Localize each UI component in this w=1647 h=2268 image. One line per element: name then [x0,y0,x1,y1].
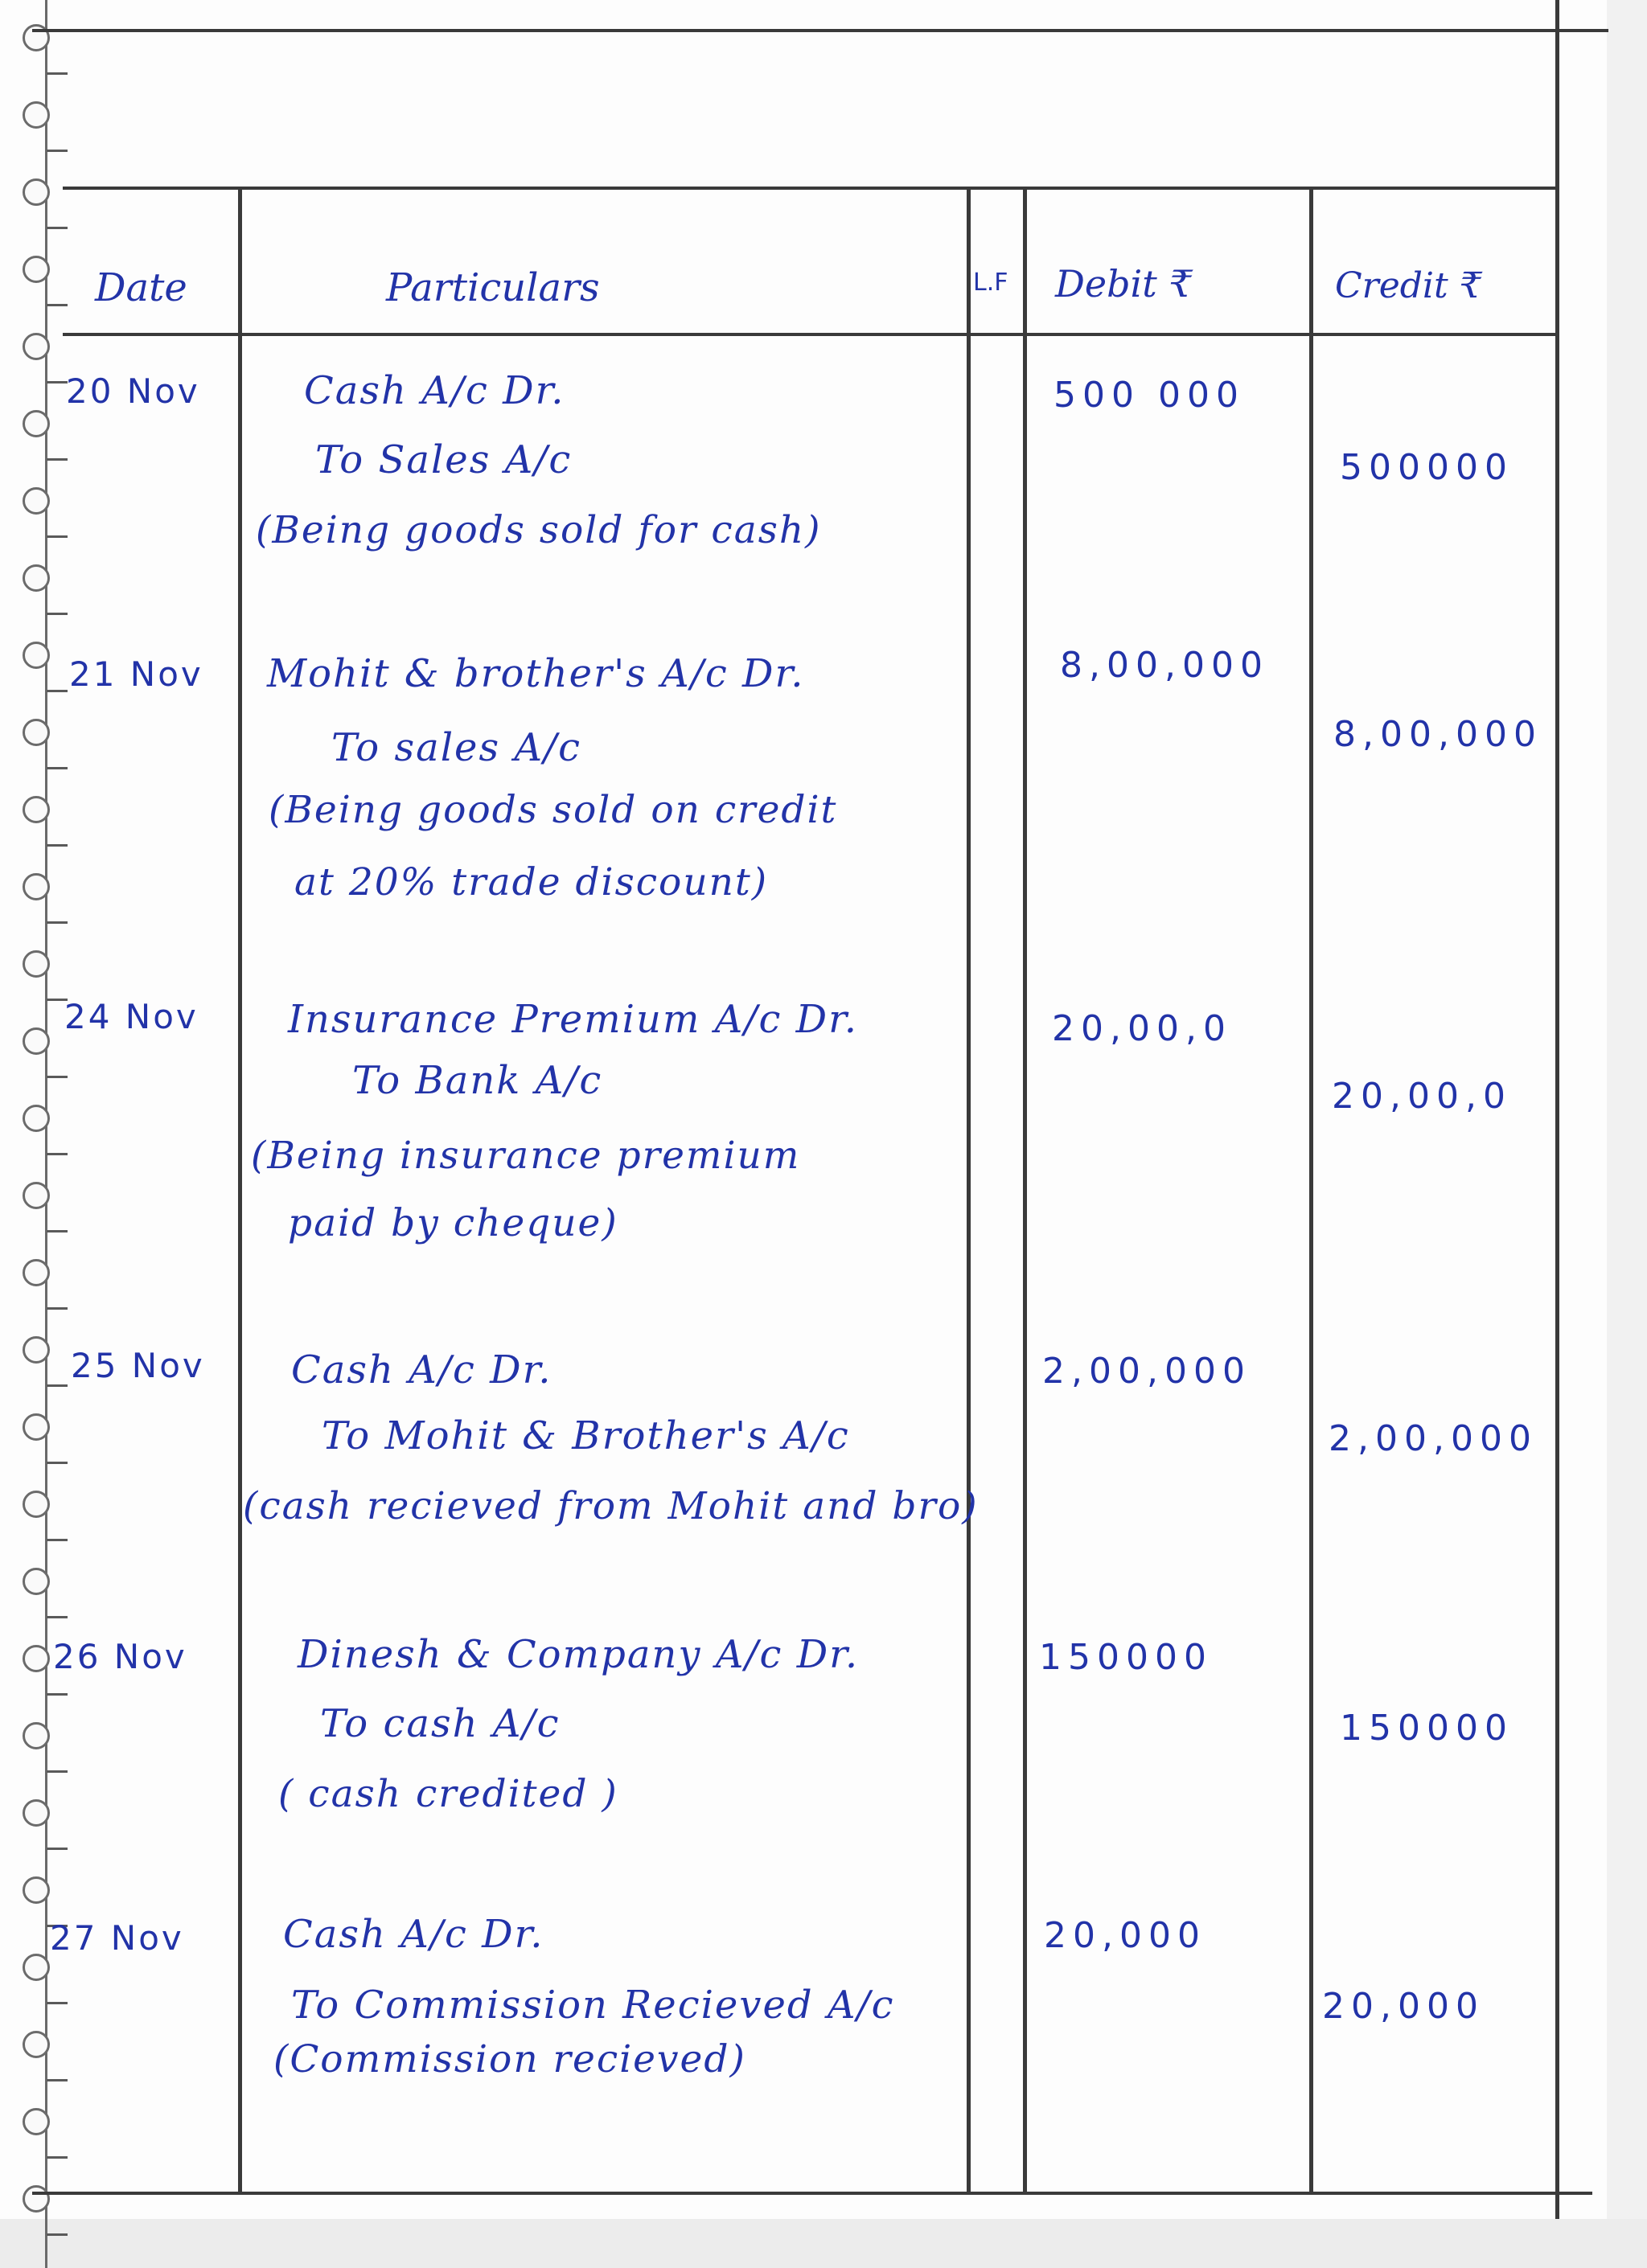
credit-amount: 500000 [1340,447,1514,488]
binder-tick [47,381,68,383]
particulars-header: Particulars [386,265,600,310]
binder-hole [23,487,50,515]
binder-hole [23,1105,50,1132]
binder-hole [23,564,50,592]
credit-amount: 150000 [1340,1708,1514,1749]
debit-header: Debit ₹ [1055,262,1193,306]
date-header: Date [95,265,187,310]
debit-amount: 8,00,000 [1060,645,1269,686]
binder-tick [47,1616,68,1618]
credit-account: To cash A/c [320,1701,561,1746]
binder-hole [23,1645,50,1672]
narration-line: (Being goods sold for cash) [256,508,822,552]
binder-hole [23,333,50,360]
binder-tick [47,535,68,538]
debit-account: Dinesh & Company A/c Dr. [298,1632,860,1677]
binder-hole [23,950,50,978]
binder-tick [47,844,68,847]
binder-hole [23,719,50,746]
binder-hole [23,1954,50,1981]
binder-hole [23,1336,50,1364]
binder-hole [23,873,50,900]
binder-hole [23,1722,50,1749]
narration-line: at 20% trade discount) [294,860,769,904]
debit-account: Cash A/c Dr. [304,368,565,413]
binder-hole [23,1491,50,1518]
binder-tick [47,1848,68,1850]
debit-amount: 150000 [1039,1637,1213,1678]
credit-amount: 20,00,0 [1332,1076,1512,1117]
right-border [1555,0,1559,2219]
debit-amount: 500 000 [1054,375,1245,416]
binder-tick [47,1307,68,1310]
binder-hole [23,1568,50,1595]
binder-tick [47,2233,68,2236]
header-bottom-rule [63,333,1555,336]
debit-account: Insurance Premium A/c Dr. [288,997,859,1042]
binder-tick [47,690,68,692]
binder-hole [23,2108,50,2135]
credit-amount: 8,00,000 [1333,714,1542,755]
binder-tick [47,613,68,615]
narration-line: paid by cheque) [288,1201,618,1245]
entry-date: 27 Nov [50,1918,184,1958]
binder-tick [47,1076,68,1078]
binder-tick [47,1230,68,1232]
entry-date: 25 Nov [71,1346,205,1385]
binder-tick [47,2156,68,2159]
top-rule [32,29,1608,32]
binder-hole [23,2185,50,2213]
binder-tick [47,1153,68,1155]
credit-account: To Mohit & Brother's A/c [322,1413,850,1458]
binder-hole [23,796,50,823]
binder-tick [47,1384,68,1387]
lf-header: L.F [973,269,1008,297]
binder-hole [23,642,50,669]
credit-amount: 20,000 [1322,1986,1485,2027]
debit-account: Cash A/c Dr. [291,1347,552,1392]
binder-tick [47,1462,68,1464]
debit-amount: 2,00,000 [1042,1351,1251,1392]
debit-amount: 20,00,0 [1052,1008,1232,1049]
binder-hole [23,1182,50,1209]
binder-hole [23,1259,50,1286]
credit-amount: 2,00,000 [1329,1418,1538,1459]
debit-account: Mohit & brother's A/c Dr. [267,651,805,696]
binder-tick [47,2079,68,2081]
binder-tick [47,767,68,769]
bottom-rule [32,2192,1592,2195]
scan-bottom-edge [0,2219,1647,2268]
binder-tick [47,72,68,75]
credit-account: To Bank A/c [352,1058,603,1103]
credit-account: To Sales A/c [315,437,573,482]
entry-date: 24 Nov [64,997,199,1036]
narration-line: (cash recieved from Mohit and bro) [243,1484,979,1528]
binder-tick [47,304,68,306]
header-top-rule [63,187,1555,190]
narration-line: ( cash credited ) [278,1772,618,1816]
narration-line: (Being goods sold on credit [269,788,838,832]
narration-line: (Commission recieved) [273,2037,746,2081]
binder-tick [47,1693,68,1696]
credit-account: To sales A/c [331,725,582,770]
particulars-column-divider [967,190,971,2192]
binder-hole [23,1413,50,1441]
credit-header: Credit ₹ [1335,265,1482,306]
binder-hole [23,101,50,129]
debit-amount: 20,000 [1044,1915,1206,1956]
binder-tick [47,921,68,924]
date-column-divider [238,190,242,2192]
binder-hole [23,410,50,437]
narration-line: (Being insurance premium [251,1134,801,1178]
entry-date: 20 Nov [66,371,200,411]
binder-hole [23,178,50,206]
debit-column-divider [1309,190,1313,2192]
binder-hole [23,1876,50,1904]
binder-tick [47,2002,68,2004]
binder-tick [47,150,68,152]
binder-hole [23,2031,50,2058]
debit-account: Cash A/c Dr. [283,1912,544,1957]
lf-column-divider [1023,190,1027,2192]
entry-date: 26 Nov [53,1637,187,1676]
binder-tick [47,1770,68,1773]
binder-hole [23,1799,50,1827]
binder-hole [23,256,50,283]
entry-date: 21 Nov [69,654,203,694]
binder-tick [47,458,68,461]
credit-account: To Commission Recieved A/c [291,1983,895,2028]
scan-edge [1607,0,1647,2268]
binder-tick [47,227,68,229]
binder-hole [23,1027,50,1055]
binder-tick [47,1539,68,1541]
